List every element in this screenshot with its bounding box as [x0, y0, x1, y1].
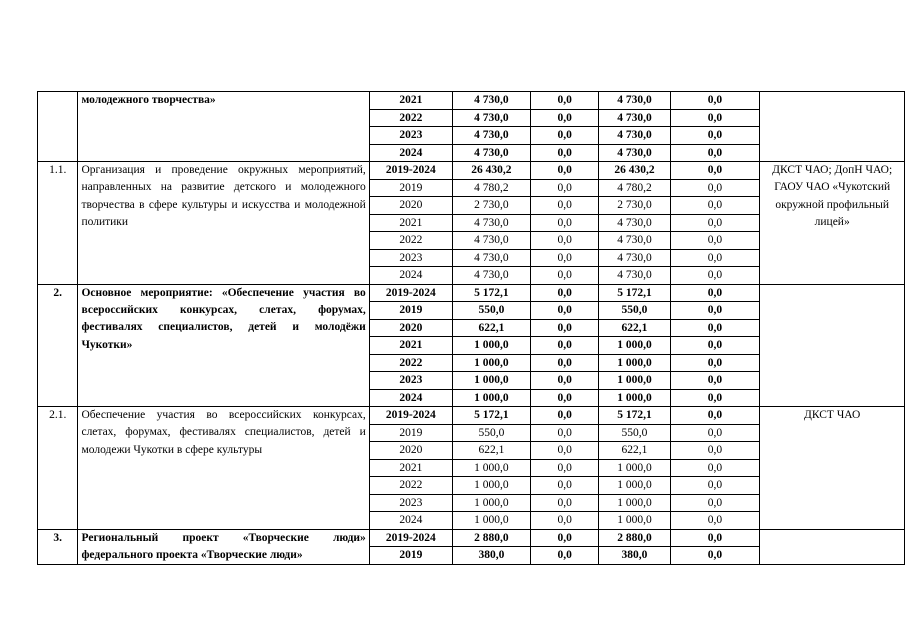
federal-cell: 0,0 [530, 232, 598, 250]
total-cell: 4 730,0 [452, 232, 530, 250]
period-cell: 2019-2024 [369, 284, 452, 302]
total-cell: 2 730,0 [452, 197, 530, 215]
regional-cell: 380,0 [599, 547, 670, 565]
federal-cell: 0,0 [530, 302, 598, 320]
other-cell: 0,0 [670, 267, 760, 285]
period-cell: 2023 [369, 494, 452, 512]
total-cell: 26 430,2 [452, 162, 530, 180]
regional-cell: 5 172,1 [599, 284, 670, 302]
period-cell: 2019 [369, 424, 452, 442]
other-cell: 0,0 [670, 284, 760, 302]
other-cell: 0,0 [670, 389, 760, 407]
item-description: Обеспечение участия во всероссийских конкурсах, слетах, форумах, фестивалях специалистов, детей и молодежи Чукотки в сфере культуры [78, 407, 369, 530]
other-cell: 0,0 [670, 179, 760, 197]
item-number [38, 92, 78, 162]
responsible-executor: ДКСТ ЧАО [760, 407, 905, 530]
other-cell: 0,0 [670, 249, 760, 267]
other-cell: 0,0 [670, 494, 760, 512]
federal-cell: 0,0 [530, 407, 598, 425]
responsible-executor [760, 284, 905, 407]
other-cell: 0,0 [670, 319, 760, 337]
period-cell: 2022 [369, 477, 452, 495]
regional-cell: 2 730,0 [599, 197, 670, 215]
period-cell: 2024 [369, 267, 452, 285]
table-row [38, 284, 905, 302]
period-cell: 2024 [369, 144, 452, 162]
item-description: Основное мероприятие: «Обеспечение участия во всероссийских конкурсах, слетах, форумах, фестивалях специалистов, детей и молодёжи Чукотки» [78, 284, 369, 407]
period-cell: 2024 [369, 512, 452, 530]
federal-cell: 0,0 [530, 214, 598, 232]
federal-cell: 0,0 [530, 459, 598, 477]
other-cell: 0,0 [670, 407, 760, 425]
total-cell: 4 780,2 [452, 179, 530, 197]
regional-cell: 1 000,0 [599, 477, 670, 495]
other-cell: 0,0 [670, 162, 760, 180]
regional-cell: 2 880,0 [599, 529, 670, 547]
other-cell: 0,0 [670, 512, 760, 530]
federal-cell: 0,0 [530, 547, 598, 565]
item-number: 3. [38, 529, 78, 565]
total-cell: 1 000,0 [452, 337, 530, 355]
total-cell: 4 730,0 [452, 214, 530, 232]
regional-cell: 1 000,0 [599, 389, 670, 407]
total-cell: 5 172,1 [452, 407, 530, 425]
regional-cell: 4 730,0 [599, 214, 670, 232]
other-cell: 0,0 [670, 197, 760, 215]
total-cell: 1 000,0 [452, 494, 530, 512]
regional-cell: 1 000,0 [599, 512, 670, 530]
total-cell: 622,1 [452, 442, 530, 460]
regional-cell: 5 172,1 [599, 407, 670, 425]
period-cell: 2020 [369, 319, 452, 337]
regional-cell: 1 000,0 [599, 372, 670, 390]
period-cell: 2022 [369, 232, 452, 250]
period-cell: 2020 [369, 197, 452, 215]
regional-cell: 1 000,0 [599, 337, 670, 355]
total-cell: 4 730,0 [452, 109, 530, 127]
total-cell: 1 000,0 [452, 354, 530, 372]
total-cell: 4 730,0 [452, 92, 530, 110]
total-cell: 4 730,0 [452, 267, 530, 285]
regional-cell: 622,1 [599, 319, 670, 337]
federal-cell: 0,0 [530, 512, 598, 530]
regional-cell: 1 000,0 [599, 354, 670, 372]
total-cell: 4 730,0 [452, 249, 530, 267]
regional-cell: 4 780,2 [599, 179, 670, 197]
table-row [38, 529, 905, 547]
regional-cell: 4 730,0 [599, 144, 670, 162]
federal-cell: 0,0 [530, 372, 598, 390]
item-number: 2. [38, 284, 78, 407]
period-cell: 2019 [369, 547, 452, 565]
federal-cell: 0,0 [530, 109, 598, 127]
period-cell: 2023 [369, 372, 452, 390]
federal-cell: 0,0 [530, 249, 598, 267]
regional-cell: 622,1 [599, 442, 670, 460]
other-cell: 0,0 [670, 477, 760, 495]
other-cell: 0,0 [670, 127, 760, 145]
federal-cell: 0,0 [530, 197, 598, 215]
item-description: молодежного творчества» [78, 92, 369, 162]
item-description: Организация и проведение окружных мероприятий, направленных на развитие детского и молодежного творчества в сфере культуры и искусства и молодежной политики [78, 162, 369, 285]
period-cell: 2023 [369, 249, 452, 267]
period-cell: 2019 [369, 302, 452, 320]
federal-cell: 0,0 [530, 267, 598, 285]
federal-cell: 0,0 [530, 162, 598, 180]
federal-cell: 0,0 [530, 389, 598, 407]
total-cell: 550,0 [452, 302, 530, 320]
federal-cell: 0,0 [530, 529, 598, 547]
regional-cell: 4 730,0 [599, 127, 670, 145]
total-cell: 550,0 [452, 424, 530, 442]
other-cell: 0,0 [670, 232, 760, 250]
regional-cell: 4 730,0 [599, 249, 670, 267]
other-cell: 0,0 [670, 442, 760, 460]
responsible-executor: ДКСТ ЧАО; ДопН ЧАО; ГАОУ ЧАО «Чукотский окружной профильный лицей» [760, 162, 905, 285]
other-cell: 0,0 [670, 547, 760, 565]
federal-cell: 0,0 [530, 494, 598, 512]
total-cell: 622,1 [452, 319, 530, 337]
funding-table [37, 91, 905, 565]
period-cell: 2021 [369, 92, 452, 110]
item-number: 1.1. [38, 162, 78, 285]
regional-cell: 4 730,0 [599, 267, 670, 285]
regional-cell: 26 430,2 [599, 162, 670, 180]
federal-cell: 0,0 [530, 442, 598, 460]
federal-cell: 0,0 [530, 127, 598, 145]
period-cell: 2022 [369, 109, 452, 127]
other-cell: 0,0 [670, 354, 760, 372]
federal-cell: 0,0 [530, 284, 598, 302]
period-cell: 2023 [369, 127, 452, 145]
other-cell: 0,0 [670, 92, 760, 110]
other-cell: 0,0 [670, 372, 760, 390]
total-cell: 380,0 [452, 547, 530, 565]
other-cell: 0,0 [670, 214, 760, 232]
item-number: 2.1. [38, 407, 78, 530]
other-cell: 0,0 [670, 144, 760, 162]
total-cell: 5 172,1 [452, 284, 530, 302]
federal-cell: 0,0 [530, 354, 598, 372]
regional-cell: 4 730,0 [599, 109, 670, 127]
total-cell: 1 000,0 [452, 389, 530, 407]
regional-cell: 1 000,0 [599, 494, 670, 512]
period-cell: 2021 [369, 459, 452, 477]
other-cell: 0,0 [670, 529, 760, 547]
regional-cell: 550,0 [599, 302, 670, 320]
period-cell: 2020 [369, 442, 452, 460]
table-row [38, 92, 905, 110]
federal-cell: 0,0 [530, 424, 598, 442]
other-cell: 0,0 [670, 459, 760, 477]
federal-cell: 0,0 [530, 179, 598, 197]
federal-cell: 0,0 [530, 92, 598, 110]
table-row [38, 162, 905, 180]
other-cell: 0,0 [670, 424, 760, 442]
regional-cell: 550,0 [599, 424, 670, 442]
federal-cell: 0,0 [530, 144, 598, 162]
period-cell: 2021 [369, 214, 452, 232]
period-cell: 2024 [369, 389, 452, 407]
total-cell: 4 730,0 [452, 144, 530, 162]
period-cell: 2019-2024 [369, 162, 452, 180]
federal-cell: 0,0 [530, 319, 598, 337]
other-cell: 0,0 [670, 337, 760, 355]
item-description: Региональный проект «Творческие люди» федерального проекта «Творческие люди» [78, 529, 369, 565]
regional-cell: 4 730,0 [599, 92, 670, 110]
regional-cell: 4 730,0 [599, 232, 670, 250]
total-cell: 1 000,0 [452, 512, 530, 530]
period-cell: 2019-2024 [369, 407, 452, 425]
total-cell: 2 880,0 [452, 529, 530, 547]
responsible-executor [760, 529, 905, 565]
total-cell: 1 000,0 [452, 372, 530, 390]
period-cell: 2019-2024 [369, 529, 452, 547]
responsible-executor [760, 92, 905, 162]
other-cell: 0,0 [670, 109, 760, 127]
regional-cell: 1 000,0 [599, 459, 670, 477]
period-cell: 2021 [369, 337, 452, 355]
table-row [38, 407, 905, 425]
total-cell: 1 000,0 [452, 459, 530, 477]
total-cell: 4 730,0 [452, 127, 530, 145]
period-cell: 2022 [369, 354, 452, 372]
other-cell: 0,0 [670, 302, 760, 320]
federal-cell: 0,0 [530, 477, 598, 495]
federal-cell: 0,0 [530, 337, 598, 355]
total-cell: 1 000,0 [452, 477, 530, 495]
period-cell: 2019 [369, 179, 452, 197]
